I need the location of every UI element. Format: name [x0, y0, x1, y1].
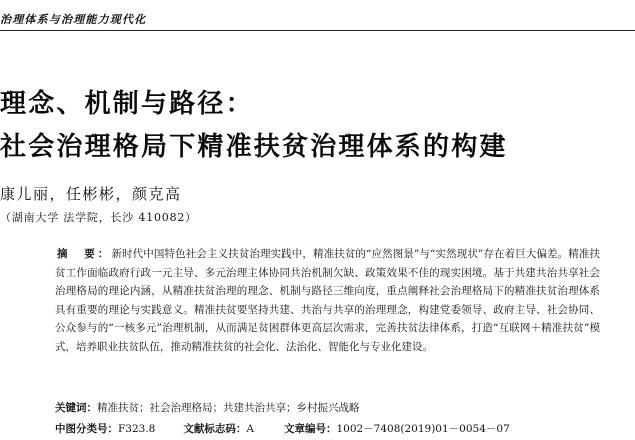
document-code-value: A — [246, 423, 254, 435]
author-list: 康儿丽，任彬彬，颜克高 — [0, 185, 182, 203]
article-number-value: 1002－7408(2019)01－0054－07 — [336, 423, 510, 435]
article-title-line-2: 社会治理格局下精准扶贫治理体系的构建 — [0, 132, 508, 162]
header-divider — [0, 30, 635, 31]
author-affiliation: （湖南大学 法学院，长沙 410082） — [0, 211, 197, 224]
article-title-line-1: 理念、机制与路径： — [0, 89, 254, 119]
article-number-label: 文章编号： — [283, 423, 337, 435]
document-code-label: 文献标志码： — [183, 423, 247, 435]
abstract-text: 新时代中国特色社会主义扶贫治理实践中，精准扶贫的“应然图景”与“实然现状”存在着巨大偏差。精准扶贫工作面临政府行政一元主导、多元治理主体协同共治机制欠缺、政策效果不佳的现实困境。基于共建共治共享社会治理格局的理论内涵，从精准扶贫治理的理念、机制与路径三维向度，重点阐释社会治理格局下的精准扶贫治理体系具有重要的理论与实践意义。精准扶贫要坚持共建、共治与共享的治理理念，构建党委领导、政府主导、社会协同、公众参与的“一核多元”治理机制，从而满足贫困群体更高层次需求，完善扶贫法律体系，打造“互联网＋精准扶贫”模式，培养职业扶贫队伍，推动精准扶贫的社会化、法治化、智能化与专业化建设。 — [55, 248, 600, 353]
running-header — [0, 11, 146, 27]
keywords-text: 精准扶贫；社会治理格局；共建共治共享；乡村振兴战略 — [97, 402, 360, 414]
abstract — [55, 245, 600, 356]
classification-line — [55, 421, 510, 436]
keywords — [55, 400, 360, 415]
clc-value: F323.8 — [118, 423, 156, 435]
running-title: 治理体系与治理能力现代化 — [0, 13, 147, 26]
keywords-label: 关键词： — [55, 402, 97, 414]
clc-label: 中图分类号： — [55, 423, 118, 435]
abstract-label: 摘 要： — [57, 248, 112, 260]
